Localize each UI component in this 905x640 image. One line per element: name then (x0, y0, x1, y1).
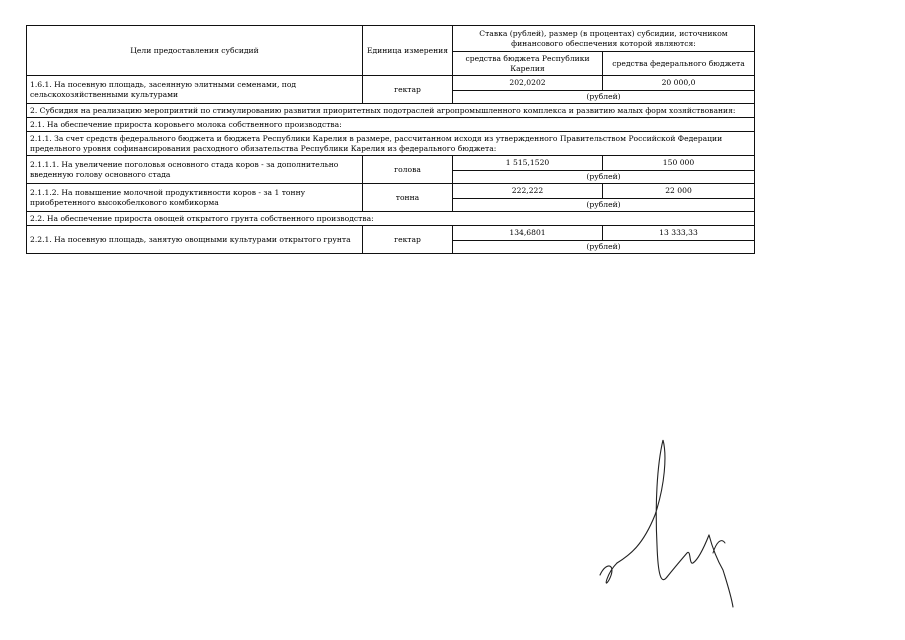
row-unit: тонна (363, 184, 453, 212)
table-row (27, 76, 755, 91)
row-regional-value: 134,6801 (453, 226, 603, 241)
header-unit: Единица измерения (363, 26, 453, 76)
row-unit: гектар (363, 76, 453, 104)
row-currency-note: (рублей) (453, 91, 755, 104)
header-federal-budget: средства федерального бюджета (603, 52, 755, 76)
row-regional-value: 222,222 (453, 184, 603, 199)
table-row (27, 184, 755, 199)
section-row (27, 132, 755, 156)
row-federal-value: 150 000 (603, 156, 755, 171)
row-currency-note: (рублей) (453, 171, 755, 184)
row-regional-value: 1 515,1520 (453, 156, 603, 171)
row-unit: гектар (363, 226, 453, 254)
section-2-1-1: 2.1.1. За счет средств федерального бюджета и бюджета Республики Карелия в размере, рассчитанном исходя из утвержденного Правительством Российской Федерации предельного уровня софинансирования расходного обязательства Республики Карелия из федерального бюджета: (27, 132, 755, 156)
section-2-1: 2.1. На обеспечение прироста коровьего молока собственного производства: (27, 118, 755, 132)
row-purpose: 2.2.1. На посевную площадь, занятую овощными культурами открытого грунта (27, 226, 363, 254)
section-2-2: 2.2. На обеспечение прироста овощей открытого грунта собственного производства: (27, 212, 755, 226)
row-currency-note: (рублей) (453, 199, 755, 212)
header-rate: Ставка (рублей), размер (в процентах) субсидии, источником финансового обеспечения которой являются: (453, 26, 755, 52)
section-row (27, 104, 755, 118)
row-purpose: 2.1.1.1. На увеличение поголовья основного стада коров - за дополнительно введенную голову основного стада (27, 156, 363, 184)
row-purpose: 1.6.1. На посевную площадь, засеянную элитными семенами, под сельскохозяйственными культурами (27, 76, 363, 104)
row-federal-value: 22 000 (603, 184, 755, 199)
row-regional-value: 202,0202 (453, 76, 603, 91)
section-row (27, 212, 755, 226)
subsidy-table (26, 25, 755, 254)
section-2: 2. Субсидия на реализацию мероприятий по стимулированию развития приоритетных подотраслей агропромышленного комплекса и развитию малых форм хозяйствования: (27, 104, 755, 118)
header-row (27, 26, 755, 52)
row-unit: голова (363, 156, 453, 184)
row-currency-note: (рублей) (453, 241, 755, 254)
row-federal-value: 13 333,33 (603, 226, 755, 241)
row-federal-value: 20 000,0 (603, 76, 755, 91)
row-purpose: 2.1.1.2. На повышение молочной продуктивности коров - за 1 тонну приобретенного высокобелкового комбикорма (27, 184, 363, 212)
table-row (27, 226, 755, 241)
header-purpose: Цели предоставления субсидий (27, 26, 363, 76)
section-row (27, 118, 755, 132)
handwritten-signature (595, 435, 745, 615)
table-row (27, 156, 755, 171)
header-regional-budget: средства бюджета Республики Карелия (453, 52, 603, 76)
